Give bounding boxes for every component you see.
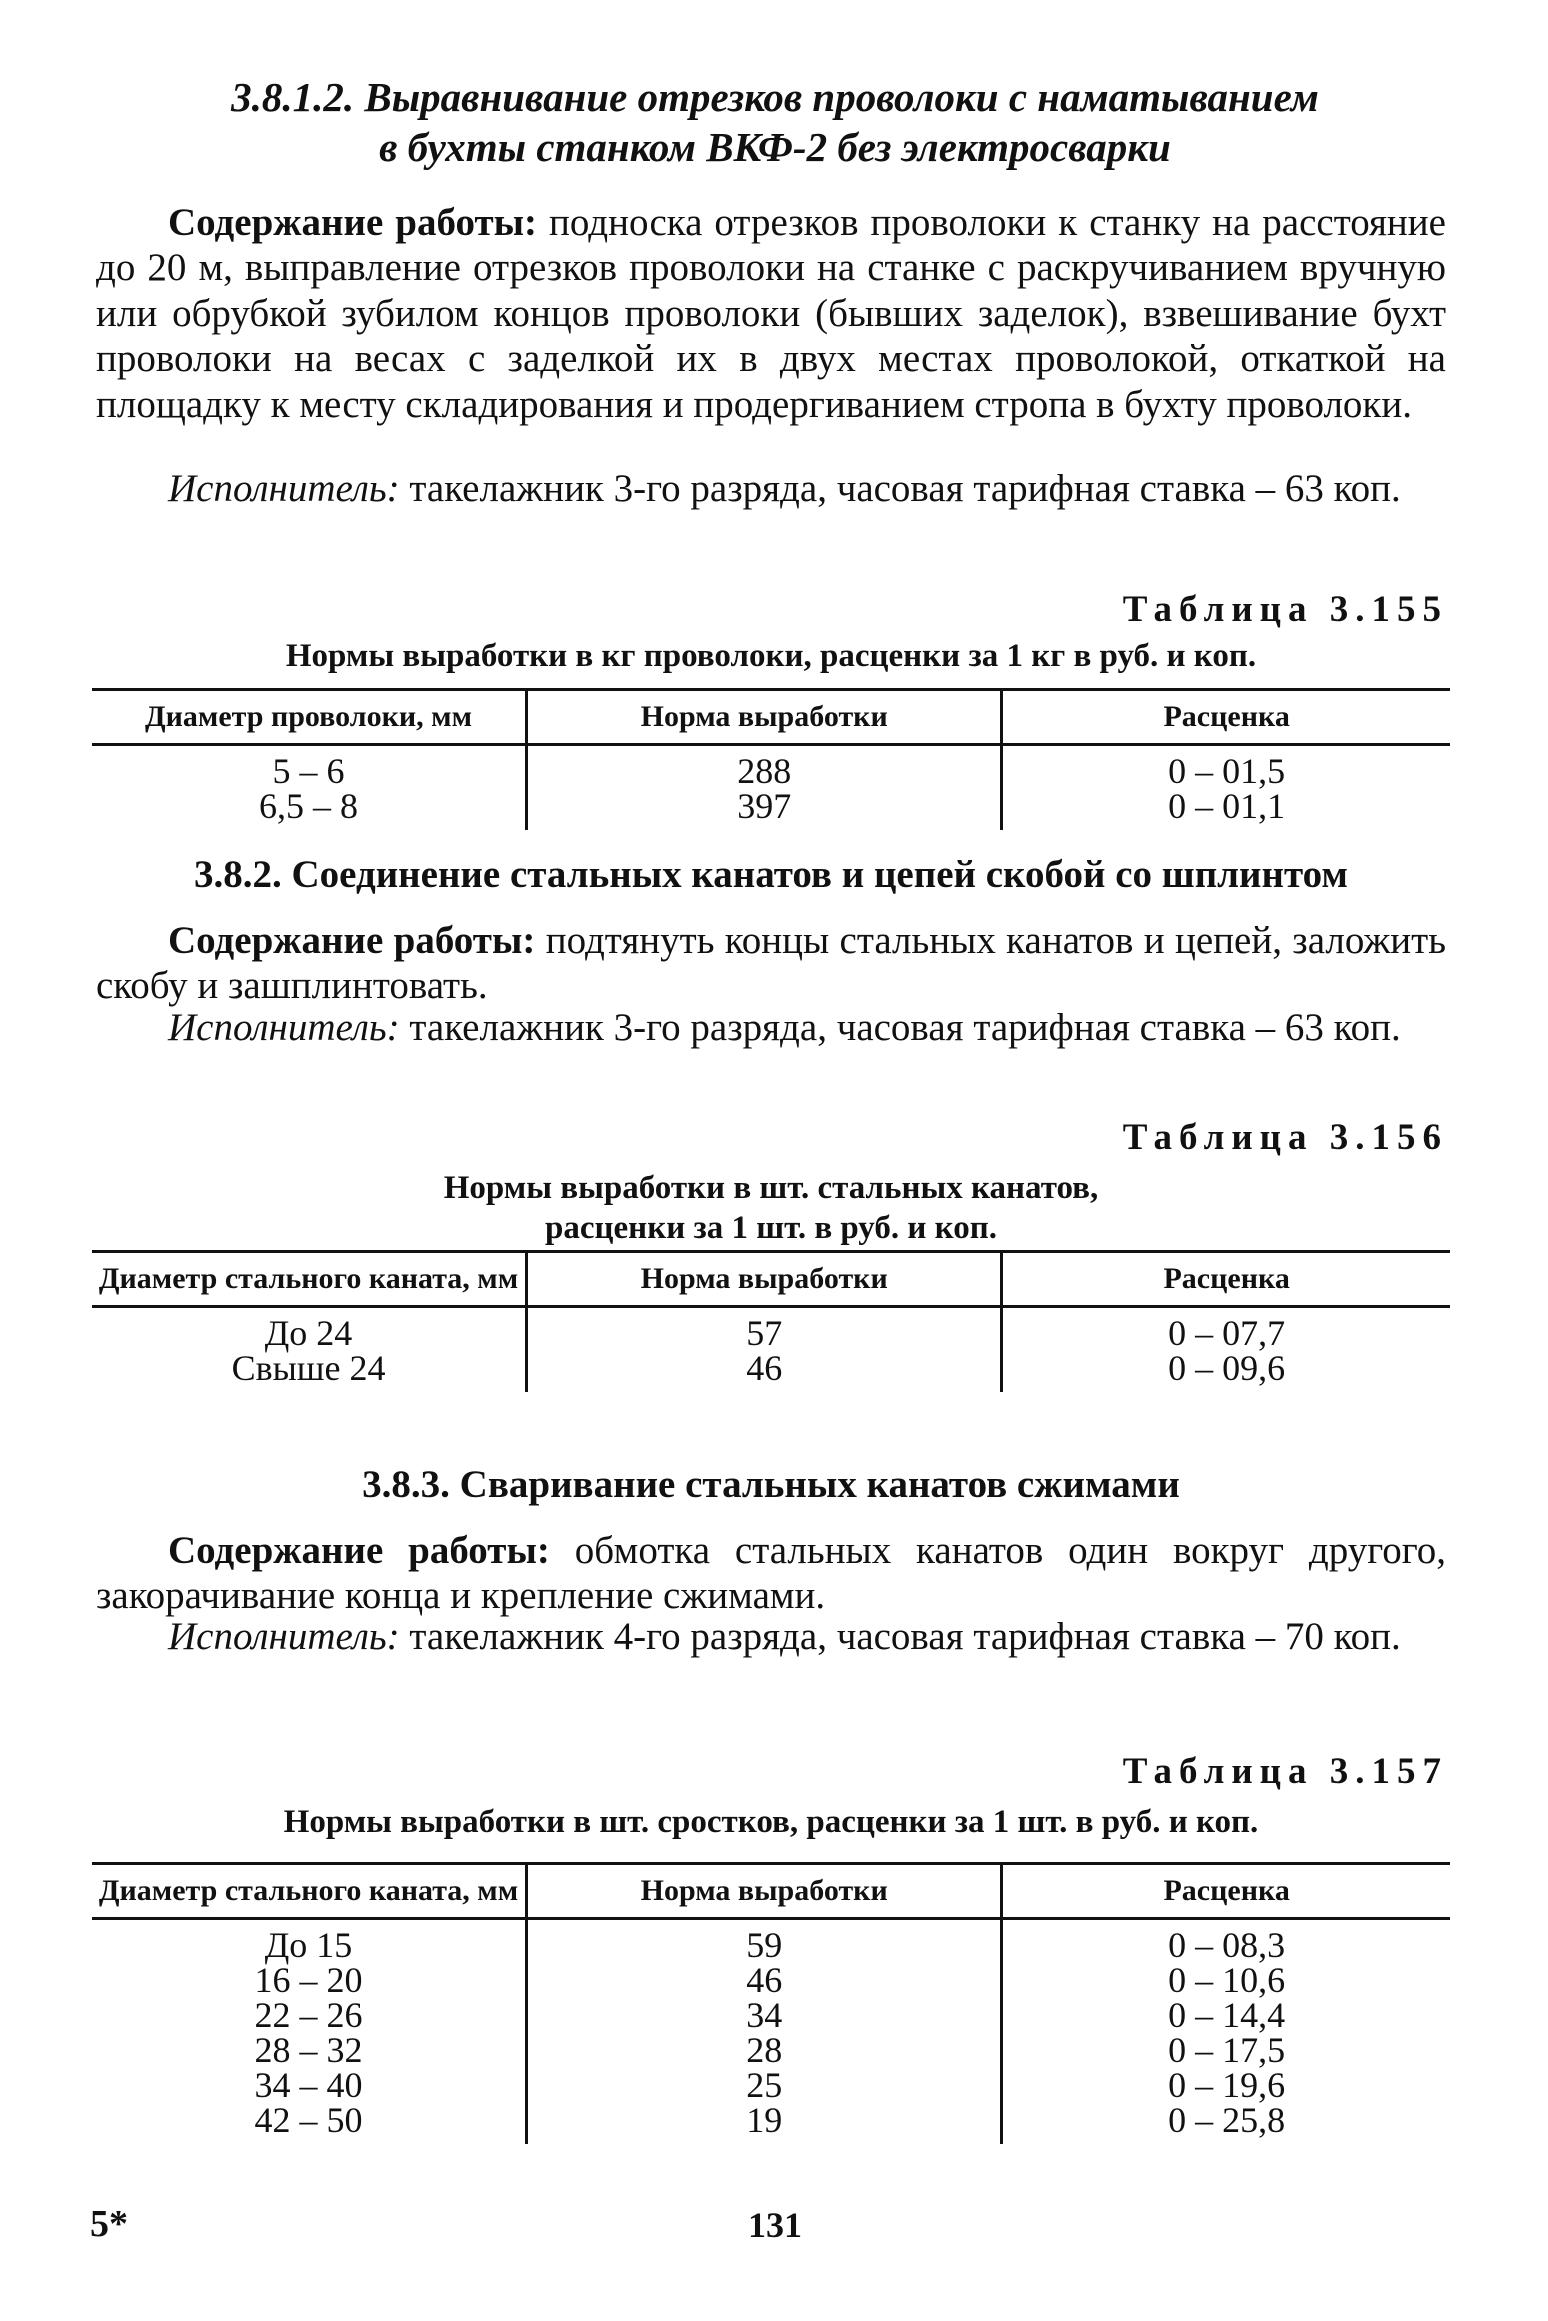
cell-diameter: 5 – 6 bbox=[92, 745, 527, 790]
executor-text: такелажник 4-го разряда, часовая тарифная ставка – 70 коп. bbox=[399, 1615, 1401, 1658]
cell-diameter: 42 – 50 bbox=[92, 2103, 527, 2144]
cell-diameter: До 15 bbox=[92, 1919, 527, 1964]
content-paragraph-3 bbox=[96, 1528, 1446, 1619]
column-header-diameter: Диаметр стального каната, мм bbox=[92, 1252, 527, 1307]
cell-diameter: 6,5 – 8 bbox=[92, 789, 527, 830]
cell-price: 0 – 19,6 bbox=[1168, 2065, 1286, 2105]
column-header-price: Расценка bbox=[1002, 1252, 1450, 1307]
column-header-price: Расценка bbox=[1002, 1864, 1450, 1919]
executor-label: Исполнитель: bbox=[168, 1006, 400, 1049]
cell-norm: 25 bbox=[527, 2068, 1002, 2103]
column-header-norm: Норма выработки bbox=[527, 690, 1002, 745]
cell-price: 0 – 17,5 bbox=[1168, 2030, 1286, 2070]
cell-price: 0 – 07,7 bbox=[1168, 1313, 1286, 1353]
cell-price: 0 – 09,6 bbox=[1168, 1348, 1286, 1388]
executor-text: такелажник 3-го разряда, часовая тарифная ставка – 63 коп. bbox=[399, 1006, 1401, 1049]
cell-norm: 397 bbox=[527, 789, 1002, 830]
cell-price: 0 – 08,3 bbox=[1168, 1925, 1286, 1965]
content-label: Содержание работы: bbox=[168, 1529, 550, 1572]
cell-price: 0 – 01,1 bbox=[1168, 786, 1286, 826]
content-paragraph-2 bbox=[96, 918, 1446, 1009]
table-number-3-155: Таблица 3.155 bbox=[1122, 589, 1448, 630]
table-number-3-157: Таблица 3.157 bbox=[1122, 1751, 1448, 1792]
cell-norm: 57 bbox=[527, 1307, 1002, 1352]
table-caption-3-156 bbox=[96, 1168, 1446, 1248]
executor-paragraph-1 bbox=[96, 466, 1446, 511]
cell-diameter: 16 – 20 bbox=[92, 1963, 527, 1998]
column-header-norm: Норма выработки bbox=[527, 1252, 1002, 1307]
column-header-norm: Норма выработки bbox=[527, 1864, 1002, 1919]
content-text: подноска отрезков проволоки к станку на расстояние до 20 м, выправление отрезков проволоки на станке с раскручиванием вручную или обрубкой зубилом концов проволоки (бывших заделок), взвешивание бухт проволоки на весах с заделкой их в двух местах проволокой, откаткой на площадку к месту складирования и продергиванием стропа в бухту проволоки. bbox=[96, 201, 1446, 426]
table-row bbox=[92, 1919, 1450, 1964]
column-header-diameter: Диаметр проволоки, мм bbox=[92, 690, 527, 745]
table-caption-3-155: Нормы выработки в кг проволоки, расценки за 1 кг в руб. и коп. bbox=[285, 638, 1257, 674]
page-number: 131 bbox=[748, 2205, 802, 2245]
table-row bbox=[92, 789, 1450, 830]
cell-price: 0 – 14,4 bbox=[1168, 1995, 1286, 2035]
cell-price: 0 – 01,5 bbox=[1168, 751, 1286, 791]
table-row bbox=[92, 1998, 1450, 2033]
section-title-line-1: 3.8.1.2. Выравнивание отрезков проволоки с наматыванием bbox=[231, 74, 1319, 120]
table-row bbox=[92, 2103, 1450, 2144]
cell-norm: 46 bbox=[527, 1963, 1002, 1998]
content-text: обмотка стальных канатов один вокруг другого, закорачивание конца и крепление сжимами. bbox=[96, 1529, 1446, 1618]
table-3-155 bbox=[92, 688, 1450, 830]
cell-norm: 288 bbox=[527, 745, 1002, 790]
cell-norm: 46 bbox=[527, 1351, 1002, 1392]
table-caption-line-2: расценки за 1 шт. в руб. и коп. bbox=[545, 1210, 997, 1246]
table-caption-line-1: Нормы выработки в шт. стальных канатов, bbox=[443, 1170, 1099, 1206]
cell-norm: 19 bbox=[527, 2103, 1002, 2144]
table-row bbox=[92, 1963, 1450, 1998]
executor-label: Исполнитель: bbox=[168, 467, 400, 510]
executor-paragraph-3 bbox=[96, 1614, 1446, 1659]
signature-mark: 5* bbox=[90, 2203, 128, 2245]
cell-diameter: Свыше 24 bbox=[92, 1351, 527, 1392]
table-row bbox=[92, 2068, 1450, 2103]
table-row bbox=[92, 2033, 1450, 2068]
executor-text: такелажник 3-го разряда, часовая тарифная ставка – 63 коп. bbox=[399, 467, 1401, 510]
table-number-3-156: Таблица 3.156 bbox=[1122, 1117, 1448, 1158]
column-header-price: Расценка bbox=[1002, 690, 1450, 745]
table-row bbox=[92, 1307, 1450, 1352]
table-3-157 bbox=[92, 1862, 1450, 2144]
executor-label: Исполнитель: bbox=[168, 1615, 400, 1658]
section-title-line-2: в бухты станком ВКФ-2 без электросварки bbox=[379, 124, 1171, 170]
cell-norm: 28 bbox=[527, 2033, 1002, 2068]
cell-diameter: 34 – 40 bbox=[92, 2068, 527, 2103]
executor-paragraph-2 bbox=[96, 1005, 1446, 1050]
column-header-diameter: Диаметр стального каната, мм bbox=[92, 1864, 527, 1919]
cell-diameter: До 24 bbox=[92, 1307, 527, 1352]
cell-price: 0 – 25,8 bbox=[1168, 2100, 1286, 2140]
content-label: Содержание работы: bbox=[168, 201, 538, 244]
content-paragraph-1 bbox=[96, 200, 1446, 427]
table-row bbox=[92, 745, 1450, 790]
section-title-3-8-2: 3.8.2. Соединение стальных канатов и цепей скобой со шплинтом bbox=[194, 853, 1348, 896]
cell-diameter: 28 – 32 bbox=[92, 2033, 527, 2068]
content-text: подтянуть концы стальных канатов и цепей, заложить скобу и зашплинтовать. bbox=[96, 919, 1446, 1008]
table-row bbox=[92, 1351, 1450, 1392]
table-3-156 bbox=[92, 1250, 1450, 1392]
cell-price: 0 – 10,6 bbox=[1168, 1960, 1286, 2000]
table-caption-3-157: Нормы выработки в шт. сростков, расценки за 1 шт. в руб. и коп. bbox=[283, 1804, 1259, 1840]
section-title-3-8-3: 3.8.3. Сваривание стальных канатов сжимами bbox=[362, 1463, 1180, 1506]
cell-diameter: 22 – 26 bbox=[92, 1998, 527, 2033]
content-label: Содержание работы: bbox=[168, 919, 536, 962]
cell-norm: 59 bbox=[527, 1919, 1002, 1964]
cell-norm: 34 bbox=[527, 1998, 1002, 2033]
section-title-3-8-1-2 bbox=[90, 72, 1460, 172]
